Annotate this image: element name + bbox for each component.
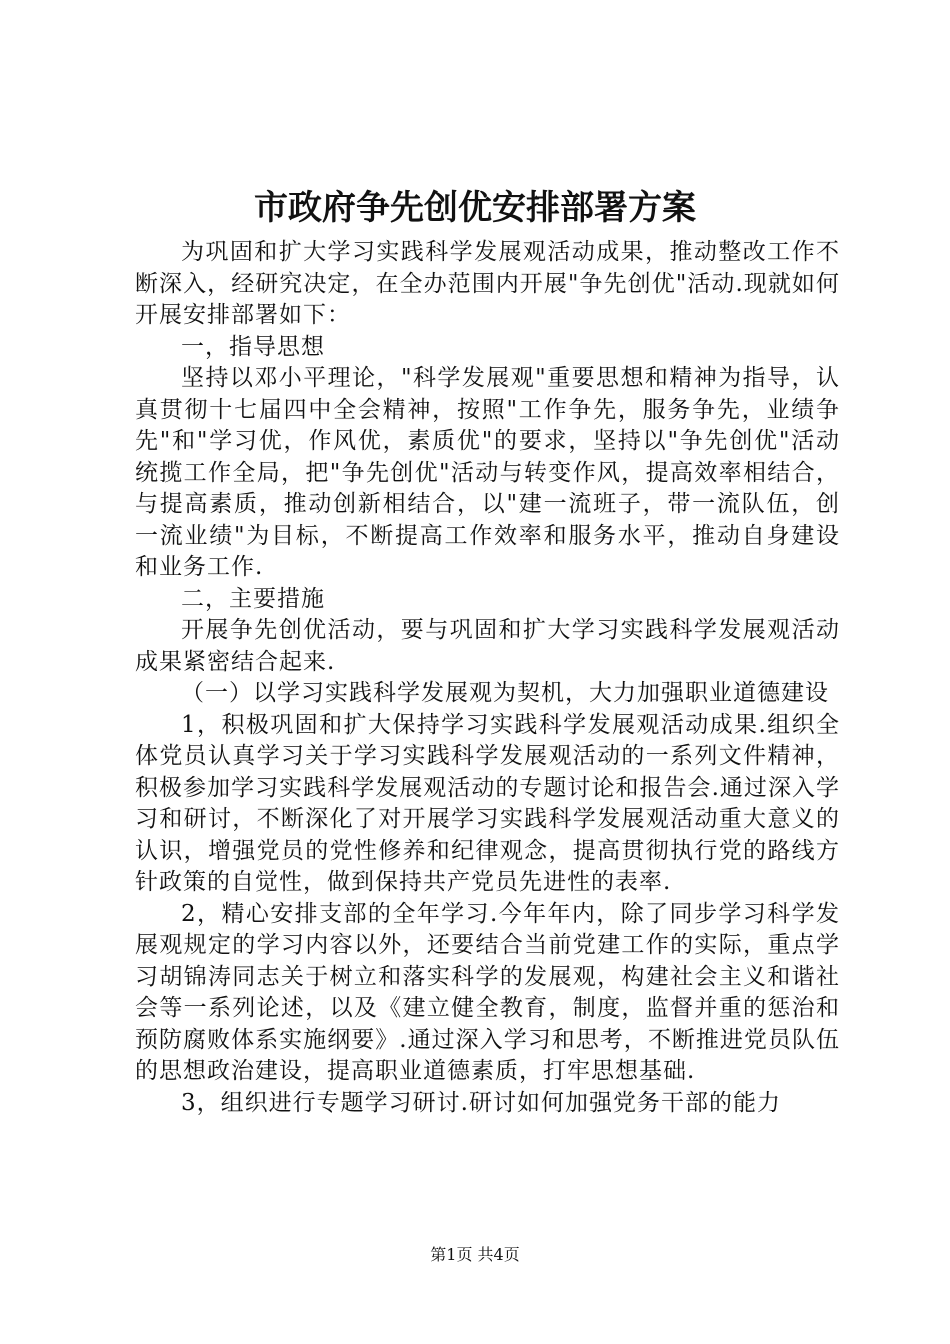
- paragraph-item-1: 1，积极巩固和扩大保持学习实践科学发展观活动成果.组织全体党员认真学习关于学习实践科学发展观活动的一系列文件精神，积极参加学习实践科学发展观活动的专题讨论和报告会.通过深入学习和研讨，不断深化了对开展学习实践科学发展观活动重大意义的认识，增强党员的党性修养和纪律观念，提高贯彻执行党的路线方针政策的自觉性，做到保持共产党员先进性的表率.: [135, 711, 840, 895]
- document-body: [135, 237, 840, 1119]
- paragraph-intro: 为巩固和扩大学习实践科学发展观活动成果，推动整改工作不断深入，经研究决定，在全办范围内开展"争先创优"活动.现就如何开展安排部署如下：: [135, 239, 840, 328]
- paragraph-item-2: 2，精心安排支部的全年学习.今年年内，除了同步学习科学发展观规定的学习内容以外，还要结合当前党建工作的实际，重点学习胡锦涛同志关于树立和落实科学的发展观，构建社会主义和谐社会等一系列论述，以及《建立健全教育，制度，监督并重的惩治和预防腐败体系实施纲要》.通过深入学习和思考，不断推进党员队伍的思想政治建设，提高职业道德素质，打牢思想基础.: [135, 900, 840, 1084]
- page-footer: 第1页 共4页: [430, 1245, 520, 1264]
- paragraph-main-measures: 开展争先创优活动，要与巩固和扩大学习实践科学发展观活动成果紧密结合起来.: [135, 617, 840, 675]
- paragraph-guiding-ideology: 坚持以邓小平理论，"科学发展观"重要思想和精神为指导，认真贯彻十七届四中全会精神，按照"工作争先，服务争先，业绩争先"和"学习优，作风优，素质优"的要求，坚持以"争先创优"活动统揽工作全局，把"争先创优"活动与转变作风，提高效率相结合，与提高素质，推动创新相结合，以"建一流班子，带一流队伍，创一流业绩"为目标，不断提高工作效率和服务水平，推动自身建设和业务工作.: [135, 365, 840, 580]
- document-title: 市政府争先创优安排部署方案: [254, 188, 696, 228]
- subsection-heading-1: （一）以学习实践科学发展观为契机，大力加强职业道德建设: [181, 680, 829, 706]
- section-heading-main-measures: 二，主要措施: [181, 585, 325, 612]
- section-heading-guiding-ideology: 一，指导思想: [181, 333, 325, 360]
- paragraph-item-3: 3，组织进行专题学习研讨.研讨如何加强党务干部的能力: [181, 1089, 781, 1116]
